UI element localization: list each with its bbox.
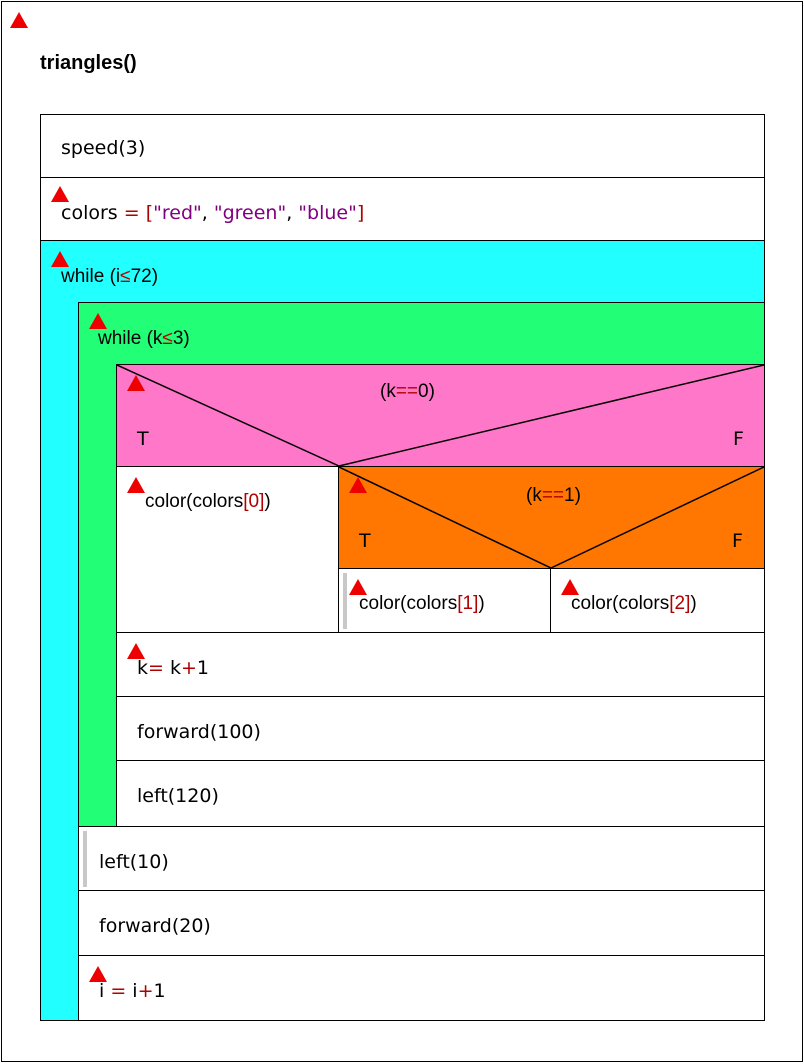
while-outer-condition: while (i≤72) [61, 266, 159, 287]
then-inner-text: color(colors[1]) [359, 593, 485, 614]
if-inner-condition: (k==1) [526, 485, 581, 506]
then-outer-block[interactable] [116, 466, 339, 633]
block-marker-icon[interactable] [127, 375, 145, 391]
else-inner-block[interactable] [550, 568, 765, 633]
drag-handle[interactable] [343, 573, 347, 629]
function-title: triangles() [40, 52, 137, 74]
if-outer-false-label: F [733, 428, 744, 450]
block-marker-icon[interactable] [51, 251, 69, 267]
if-outer-diagonals [117, 365, 764, 466]
if-inner-header[interactable] [338, 466, 765, 569]
i-increment-block[interactable] [78, 955, 765, 1021]
left-10-text: left(10) [99, 851, 169, 873]
drag-handle[interactable] [83, 831, 87, 887]
forward-20-block[interactable] [78, 890, 765, 956]
speed-text: speed(3) [61, 137, 146, 159]
forward-100-block[interactable] [116, 696, 765, 761]
speed-block[interactable] [40, 114, 765, 178]
if-inner-true-label: T [359, 530, 371, 552]
while-inner-condition: while (k≤3) [98, 328, 190, 349]
left-10-block[interactable] [78, 826, 765, 891]
block-marker-icon[interactable] [51, 186, 69, 202]
then-inner-block[interactable] [338, 568, 551, 633]
colors-assign-text: colors = ["red", "green", "blue"] [61, 202, 365, 224]
left-120-text: left(120) [137, 785, 219, 807]
function-marker-icon[interactable] [10, 12, 28, 28]
block-marker-icon[interactable] [349, 477, 367, 493]
block-marker-icon[interactable] [89, 313, 107, 329]
i-increment-text: i = i+1 [99, 980, 166, 1002]
k-increment-text: k= k+1 [137, 657, 209, 679]
if-outer-true-label: T [137, 428, 149, 450]
if-inner-diagonals [339, 467, 764, 568]
if-outer-condition: (k==0) [380, 381, 435, 402]
else-inner-text: color(colors[2]) [571, 593, 697, 614]
block-marker-icon[interactable] [127, 477, 145, 493]
if-inner-false-label: F [732, 530, 743, 552]
forward-100-text: forward(100) [137, 721, 261, 743]
colors-assign-block[interactable] [40, 177, 765, 241]
left-120-block[interactable] [116, 760, 765, 827]
forward-20-text: forward(20) [99, 915, 211, 937]
k-increment-block[interactable] [116, 632, 765, 697]
then-outer-text: color(colors[0]) [145, 491, 271, 512]
if-outer-header[interactable] [116, 364, 765, 467]
